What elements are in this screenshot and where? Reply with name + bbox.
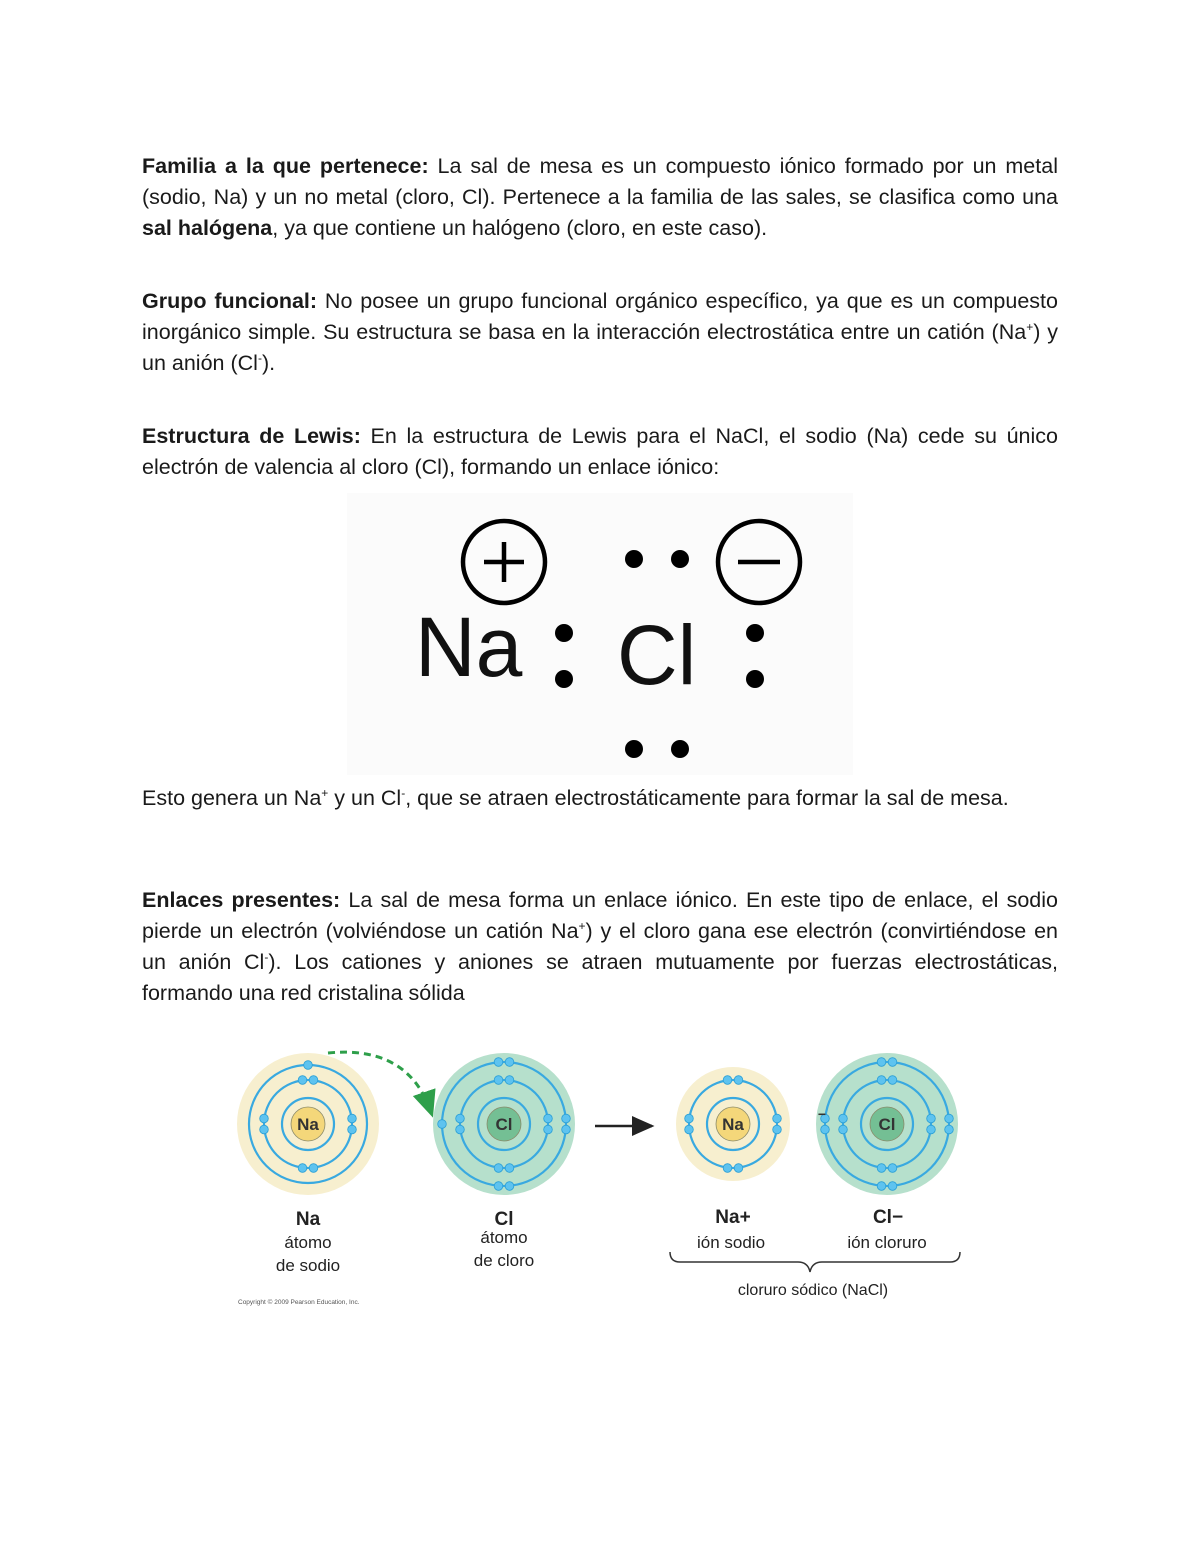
nucleus-symbol: Cl <box>878 1115 896 1134</box>
electron <box>505 1076 514 1085</box>
electron <box>888 1058 897 1067</box>
electron <box>723 1076 732 1085</box>
electron <box>723 1164 732 1173</box>
enlaces-text-mid: ) y el cloro gana ese electrón (convirtiéndose en un anión Cl <box>142 919 1058 974</box>
electron <box>544 1114 553 1123</box>
nucleus-symbol: Cl <box>495 1115 513 1134</box>
electron <box>304 1061 313 1070</box>
genera-text-end: , que se atraen electrostáticamente para formar la sal de mesa. <box>405 786 1009 810</box>
electron <box>839 1125 848 1134</box>
cl-symbol: Cl <box>617 608 697 702</box>
chlorine-atom <box>433 1053 575 1195</box>
grupo-label: Grupo funcional: <box>142 289 318 313</box>
electron <box>298 1076 307 1085</box>
grupo-text-end: ). <box>261 351 276 375</box>
cl-charge: - <box>401 786 406 800</box>
electron <box>494 1164 503 1173</box>
electron <box>438 1120 447 1129</box>
na-charge: + <box>321 786 329 800</box>
cl-atom-symbol: Cl <box>494 1209 514 1230</box>
genera-text-mid: y un Cl <box>328 786 402 810</box>
na-symbol: Na <box>415 600 523 694</box>
electron <box>734 1164 743 1173</box>
electron <box>888 1164 897 1173</box>
electron <box>260 1125 269 1134</box>
electron <box>945 1125 954 1134</box>
na-atom-caption-2: de sodio <box>275 1256 341 1275</box>
cation-charge: + <box>1026 320 1034 334</box>
cl-ion-caption: ión cloruro <box>847 1233 927 1252</box>
nucleus-symbol: Na <box>297 1115 319 1134</box>
electron <box>877 1076 886 1085</box>
bracket <box>670 1252 960 1272</box>
enlaces-label: Enlaces presentes: <box>142 888 341 912</box>
anion-charge: - <box>257 351 262 365</box>
electron <box>456 1114 465 1123</box>
cl-atom-caption-1: átomo <box>480 1228 528 1247</box>
electron <box>888 1182 897 1191</box>
added-electron-marker: − <box>817 1106 827 1122</box>
electron <box>309 1164 318 1173</box>
cl-atom-caption-2: de cloro <box>473 1251 535 1270</box>
lewis-text: En la estructura de Lewis para el NaCl, el sodio (Na) cede su único electrón de valencia al cloro (Cl), formando un enlace iónico: <box>142 424 1058 479</box>
familia-label: Familia a la que pertenece: <box>142 154 429 178</box>
na-ion-charge: + <box>578 919 586 933</box>
electron <box>298 1164 307 1173</box>
electron <box>927 1125 936 1134</box>
electron <box>877 1182 886 1191</box>
plus-charge-circle <box>463 521 545 603</box>
electron <box>888 1076 897 1085</box>
cl-ion-charge: - <box>264 950 269 964</box>
na-atom-caption-1: átomo <box>284 1233 332 1252</box>
electron <box>494 1058 503 1067</box>
electron <box>877 1058 886 1067</box>
copyright-note: Copyright © 2009 Pearson Education, Inc. <box>238 1299 360 1306</box>
grupo-text: No posee un grupo funcional orgánico específico, ya que es un compuesto inorgánico simple. Su estructura se basa en la interacción electrostática entre un catión (Na <box>142 289 1058 344</box>
electron <box>505 1164 514 1173</box>
electron <box>494 1076 503 1085</box>
electron <box>821 1125 830 1134</box>
grupo-text-mid: ) y un anión (Cl <box>142 320 1058 375</box>
sodium-ion <box>676 1067 790 1181</box>
electron <box>348 1114 357 1123</box>
sal-halogena-bold: sal halógena <box>142 216 273 240</box>
bracket-caption: cloruro sódico (NaCl) <box>737 1282 889 1299</box>
electron <box>562 1125 571 1134</box>
electron <box>685 1125 694 1134</box>
electron <box>734 1076 743 1085</box>
paragraph-grupo-funcional <box>142 286 1058 379</box>
electron <box>562 1114 571 1123</box>
paragraph-genera <box>142 783 1058 814</box>
electron <box>945 1114 954 1123</box>
ionic-bond-figure <box>228 1040 978 1315</box>
enlaces-text-end: ). Los cationes y aniones se atraen mutuamente por fuerzas electrostáticas, formando una red cristalina sólida <box>142 950 1058 1005</box>
electron <box>456 1125 465 1134</box>
electron <box>685 1114 694 1123</box>
electron <box>773 1114 782 1123</box>
familia-text-end: , ya que contiene un halógeno (cloro, en este caso). <box>272 216 768 240</box>
na-ion-formula: Na+ <box>715 1207 751 1228</box>
cl-ion-formula: Cl− <box>872 1207 904 1228</box>
genera-text: Esto genera un Na <box>142 786 322 810</box>
nucleus-symbol: Na <box>722 1115 744 1134</box>
sodium-atom <box>237 1053 379 1195</box>
electron <box>494 1182 503 1191</box>
na-atom-symbol: Na <box>295 1209 321 1230</box>
minus-charge-circle <box>718 521 800 603</box>
enlaces-text: La sal de mesa forma un enlace iónico. En este tipo de enlace, el sodio pierde un electrón (volviéndose un catión Na <box>142 888 1058 943</box>
electron <box>505 1182 514 1191</box>
electron <box>839 1114 848 1123</box>
na-ion-caption: ión sodio <box>696 1233 766 1252</box>
familia-text: La sal de mesa es un compuesto iónico formado por un metal (sodio, Na) y un no metal (cloro, Cl). Pertenece a la familia de las sales, se clasifica como una <box>142 154 1058 209</box>
electron <box>544 1125 553 1134</box>
electron <box>773 1125 782 1134</box>
electron <box>505 1058 514 1067</box>
paragraph-enlaces <box>142 885 1058 1009</box>
electron <box>309 1076 318 1085</box>
paragraph-familia <box>142 151 1058 244</box>
paragraph-lewis <box>142 421 1058 483</box>
electron <box>260 1114 269 1123</box>
chloride-ion <box>816 1053 958 1195</box>
electron <box>927 1114 936 1123</box>
lewis-structure-figure <box>347 493 853 775</box>
electron <box>877 1164 886 1173</box>
electron <box>348 1125 357 1134</box>
lewis-label: Estructura de Lewis: <box>142 424 361 448</box>
